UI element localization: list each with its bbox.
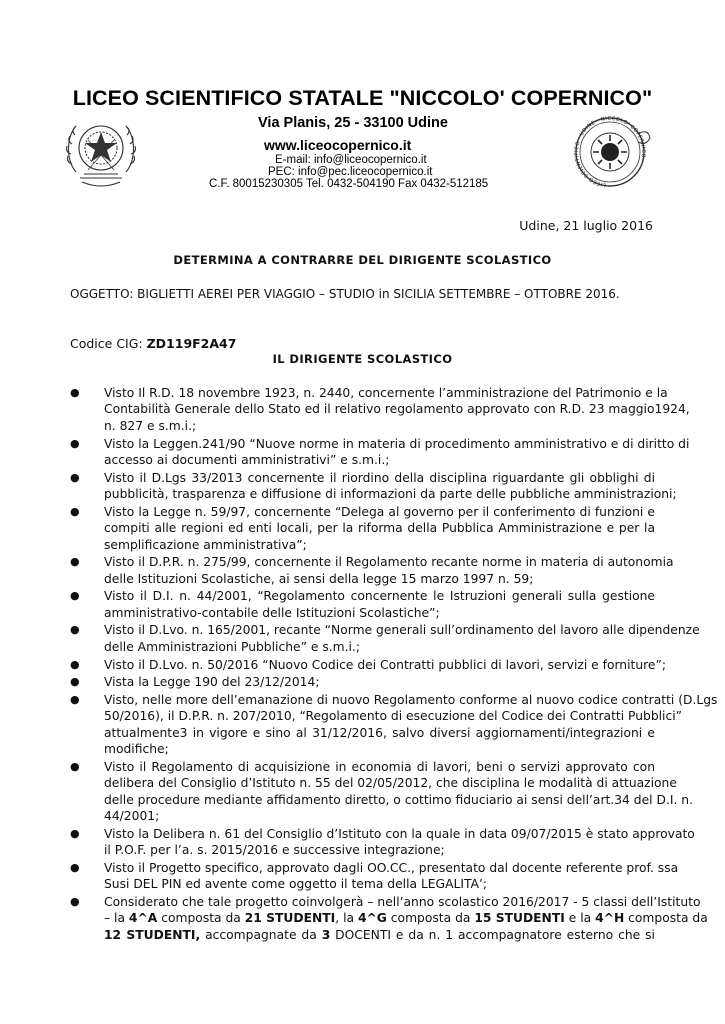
bullet-icon: ● xyxy=(70,692,80,706)
list-item xyxy=(70,674,655,690)
list-item xyxy=(70,759,694,825)
bullet-line: Considerato che tale progetto coinvolgerà – nell’anno scolastico 2016/2017 - 5 classi dell’Istituto xyxy=(104,895,701,910)
bullet-line: Visto il D.Lvo. n. 165/2001, recante “Norme generali sull’ordinamento del lavoro alle dipendenze xyxy=(104,623,700,638)
bullet-icon: ● xyxy=(70,675,80,689)
cig-value: ZD119F2A47 xyxy=(146,336,237,351)
school-name: LICEO SCIENTIFICO STATALE "NICCOLO' COPERNICO" xyxy=(72,86,653,110)
bullet-line: il P.O.F. per l’a. s. 2015/2016 e successive integrazione; xyxy=(104,843,445,858)
bullet-line: delle Istituzioni Scolastiche, ai sensi della legge 15 marzo 1997 n. 59; xyxy=(104,571,534,586)
liceo-copernico-seal-icon xyxy=(568,112,654,192)
list-item xyxy=(70,692,718,758)
list-item xyxy=(70,470,677,503)
school-website: www.liceocopernico.it xyxy=(264,137,412,153)
bullet-line: 50/2016), il D.P.R. n. 207/2010, “Regolamento di esecuzione del Codice dei Contratti Pubblici” xyxy=(104,709,683,724)
list-item xyxy=(70,554,674,587)
bullet-icon: ● xyxy=(70,589,80,603)
bullet-icon: ● xyxy=(70,657,80,671)
bullet-line: Visto la Delibera n. 61 del Consiglio d’Istituto con la quale in data 09/07/2015 è stato approvato xyxy=(104,826,695,841)
bullet-icon: ● xyxy=(70,504,80,518)
bullet-line: n. 827 e s.m.i.; xyxy=(104,418,197,433)
list-item xyxy=(70,894,708,943)
bullet-line: Vista la Legge 190 del 23/12/2014; xyxy=(104,675,320,690)
cig-label: Codice CIG: xyxy=(70,336,147,351)
bullet-line: amministrativo-contabile delle Istituzioni Scolastiche”; xyxy=(104,605,440,620)
bullet-line: semplificazione amministrativa”; xyxy=(104,537,307,552)
bullet-line: Visto la Legge n. 59/97, concernente “Delega al governo per il conferimento di funzioni e xyxy=(104,504,655,519)
bullet-line: Visto il Regolamento di acquisizione in economia di lavori, beni o servizi approvato con xyxy=(104,759,655,774)
bullet-line: delle procedure mediante affidamento diretto, o cottimo fiduciario ai sensi dell’art.34 del D.I. n. xyxy=(104,792,694,807)
list-item xyxy=(70,436,690,469)
bullet-line: Visto il D.P.R. n. 275/99, concernente il Regolamento recante norme in materia di autonomia xyxy=(104,555,674,570)
determina-title: DETERMINA A CONTRARRE DEL DIRIGENTE SCOLASTICO xyxy=(173,253,552,267)
list-item xyxy=(70,622,700,655)
bullet-line: 44/2001; xyxy=(104,809,160,824)
bullet-line: Susi DEL PIN ed avente come oggetto il tema della LEGALITA’; xyxy=(104,877,487,892)
list-item xyxy=(70,826,695,859)
bullet-icon: ● xyxy=(70,436,80,450)
bullet-line: Visto il D.I. n. 44/2001, “Regolamento concernente le Istruzioni generali sulla gestione xyxy=(104,589,655,604)
bullet-line: pubblicità, trasparenza e diffusione di informazioni da parte delle pubbliche amministrazioni; xyxy=(104,487,677,502)
bullet-line: delibera del Consiglio d’Istituto n. 55 del 02/05/2012, che disciplina le modalità di attuazione xyxy=(104,776,677,791)
bullet-line: Contabilità Generale dello Stato ed il relativo regolamento approvato con R.D. 23 maggio1924, xyxy=(104,402,690,417)
bullet-icon: ● xyxy=(70,759,80,773)
bullet-icon: ● xyxy=(70,860,80,874)
bullet-line: compiti alle regioni ed enti locali, per la riforma della Pubblica Amministrazione e per la xyxy=(104,521,655,536)
bullet-line: Visto il D.Lvo. n. 50/2016 “Nuovo Codice dei Contratti pubblici di lavori, servizi e forniture”; xyxy=(104,657,666,672)
school-email: E-mail: info@liceocopernico.it xyxy=(275,154,427,166)
school-address: Via Planis, 25 - 33100 Udine xyxy=(258,115,448,131)
bullet-line: 12 STUDENTI, accompagnate da 3 DOCENTI e da n. 1 accompagnatore esterno che si xyxy=(104,927,655,942)
bullet-icon: ● xyxy=(70,895,80,909)
school-pec: PEC: info@pec.liceocopernico.it xyxy=(268,166,433,178)
bullet-line: Visto il D.Lgs 33/2013 concernente il riordino della disciplina riguardante gli obblighi di xyxy=(104,470,655,485)
bullet-line: accesso ai documenti amministrativi” e s.m.i.; xyxy=(104,452,390,467)
subject-line: OGGETTO: BIGLIETTI AEREI PER VIAGGIO – STUDIO in SICILIA SETTEMBRE – OTTOBRE 2016. xyxy=(70,287,620,301)
bullet-line: – la 4^A composta da 21 STUDENTI, la 4^G composta da 15 STUDENTI e la 4^H composta da xyxy=(104,911,708,926)
bullet-icon: ● xyxy=(70,555,80,569)
bullet-icon: ● xyxy=(70,470,80,484)
cig-code xyxy=(70,335,236,352)
list-item xyxy=(70,504,655,553)
seal-text: LICEO SCIENTIFICO · UDINE · NICCOLO' COPERNICO xyxy=(574,115,647,188)
list-item xyxy=(70,385,690,434)
italian-republic-emblem-icon xyxy=(62,112,140,192)
bullet-line: Visto Il R.D. 18 novembre 1923, n. 2440, concernente l’amministrazione del Patrimonio e la xyxy=(104,386,668,400)
bullet-line: Visto il Progetto specifico, approvato dagli OO.CC., presentato dal docente referente prof. ssa xyxy=(104,860,679,875)
bullet-line: attualmente3 in vigore e sino al 31/12/2016, salvo diversi aggiornamenti/integrazioni e xyxy=(104,725,655,740)
bullet-icon: ● xyxy=(70,623,80,637)
bullet-line: delle Amministrazioni Pubbliche” e s.m.i.; xyxy=(104,639,360,654)
list-item xyxy=(70,860,679,893)
bullet-line: Visto la Leggen.241/90 “Nuove norme in materia di procedimento amministrativo e di diritto di xyxy=(104,436,690,451)
bullet-line: Visto, nelle more dell’emanazione di nuovo Regolamento conforme al nuovo codice contratti (D.Lgs xyxy=(104,692,718,707)
bullet-list xyxy=(70,385,718,945)
list-item xyxy=(70,657,666,673)
bullet-line: modifiche; xyxy=(104,742,169,757)
bullet-icon: ● xyxy=(70,386,80,399)
dirigente-title: IL DIRIGENTE SCOLASTICO xyxy=(272,352,453,366)
bullet-icon: ● xyxy=(70,826,80,840)
document-date: Udine, 21 luglio 2016 xyxy=(519,218,653,233)
list-item xyxy=(70,588,655,621)
school-fiscal-info: C.F. 80015230305 Tel. 0432-504190 Fax 0432-512185 xyxy=(209,178,489,190)
